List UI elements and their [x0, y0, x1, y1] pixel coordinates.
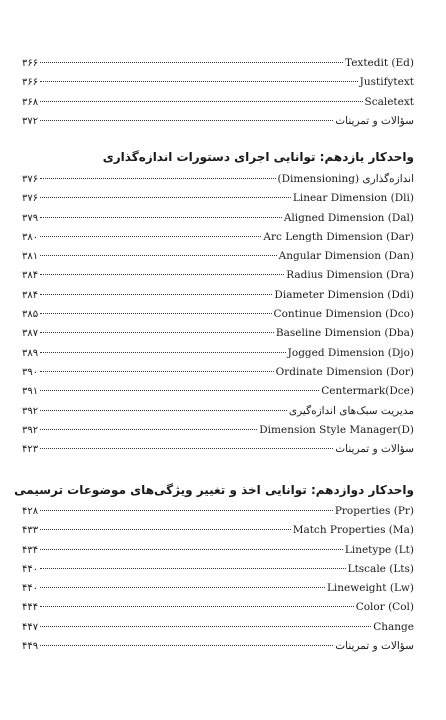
toc-entry: [22, 247, 414, 266]
leader-dots: [40, 332, 274, 333]
toc-entry: [22, 598, 414, 617]
unit-11-heading: واحدکار یازدهم: توانایی اجرای دستورات اندازه‌گذاری: [102, 150, 414, 164]
entry-title: Radius Dimension (Dra): [286, 269, 414, 282]
toc-entry: [22, 170, 414, 189]
leader-dots: [40, 255, 277, 256]
page-number: ۴۴۹: [22, 641, 39, 653]
page-number: ۳۷۶: [22, 193, 39, 205]
toc-entry: [22, 637, 414, 656]
toc-entry: [22, 541, 414, 560]
toc-entry: [22, 382, 414, 401]
leader-dots: [40, 448, 333, 449]
entry-title: Linetype (Lt): [344, 543, 414, 556]
entry-title: Justifytext: [359, 76, 414, 89]
page-number: ۳۷۲: [22, 115, 39, 127]
leader-dots: [40, 101, 362, 102]
page-number: ۳۶۶: [22, 58, 39, 69]
page-number: ۴۴۴: [22, 602, 39, 614]
entry-title: Arc Length Dimension (Dar): [263, 230, 414, 243]
entry-title: Dimension Style Manager(D): [259, 423, 414, 436]
entry-title: Linear Dimension (Dli): [292, 192, 414, 205]
entry-title: Diameter Dimension (Ddi): [274, 288, 414, 301]
leader-dots: [40, 626, 371, 627]
leader-dots: [40, 236, 261, 237]
toc-entry: [22, 112, 414, 131]
entry-title: Continue Dimension (Dco): [273, 308, 414, 321]
leader-dots: [40, 529, 291, 530]
entry-title: Properties (Pr): [334, 505, 414, 517]
unit-12-heading: واحدکار دوازدهم: توانایی اخذ و تغییر ویژگی‌های موضوعات ترسیمی: [14, 483, 414, 497]
page-number: ۳۷۶: [22, 174, 39, 185]
toc-entry: [22, 93, 414, 112]
page-number: ۴۴۰: [22, 583, 39, 595]
page-number: ۳۸۴: [22, 270, 39, 282]
leader-dots: [40, 274, 284, 275]
toc-entry: [22, 344, 414, 363]
leader-dots: [40, 294, 272, 295]
entry-title: Change: [373, 620, 414, 633]
entry-title: Scaletext: [364, 95, 414, 108]
toc-entry: [22, 440, 414, 459]
toc-entry: [22, 521, 414, 540]
page-number: ۴۴۷: [22, 621, 39, 633]
entry-title: سؤالات و تمرینات: [335, 443, 414, 456]
entry-title: Color (Col): [355, 601, 414, 614]
leader-dots: [40, 568, 345, 569]
toc-entry: [22, 286, 414, 305]
entry-title: مدیریت سبک‌های اندازه‌گیری: [288, 404, 414, 417]
toc-entry: [22, 228, 414, 247]
page-number: ۳۶۸: [22, 96, 39, 108]
entry-title: Match Properties (Ma): [292, 524, 414, 537]
entry-title: Jogged Dimension (Djo): [287, 346, 414, 359]
leader-dots: [40, 410, 287, 411]
page-number: ۴۲۳: [22, 444, 39, 456]
leader-dots: [40, 549, 343, 550]
leader-dots: [40, 352, 286, 353]
page-number: ۳۸۰: [22, 231, 39, 243]
toc-group-unit-12: [22, 502, 414, 656]
toc-entry: [22, 54, 414, 73]
page-number: ۳۹۲: [22, 424, 39, 436]
entry-title: Ltscale (Lts): [347, 562, 414, 575]
page-number: ۳۹۰: [22, 366, 39, 378]
toc-entry: [22, 579, 414, 598]
page-number: ۳۷۹: [22, 212, 39, 224]
toc-entry: [22, 421, 414, 440]
toc-entry: [22, 189, 414, 208]
entry-title: Ordinate Dimension (Dor): [275, 365, 414, 378]
leader-dots: [40, 429, 257, 430]
page-number: ۳۸۱: [22, 251, 39, 263]
page-number: ۳۹۱: [22, 386, 39, 398]
entry-title: سؤالات و تمرینات: [335, 114, 414, 127]
page-number: ۳۸۴: [22, 289, 39, 301]
leader-dots: [40, 313, 271, 314]
leader-dots: [40, 371, 274, 372]
leader-dots: [40, 645, 333, 646]
toc-group-unit-11: [22, 170, 414, 459]
page-number: ۴۳۳: [22, 525, 39, 537]
entry-title: اندازه‌گذاری (Dimensioning): [277, 173, 414, 185]
page-number: ۴۳۴: [22, 544, 39, 556]
toc-entry: [22, 209, 414, 228]
entry-title: Angular Dimension (Dan): [278, 250, 414, 263]
entry-title: Baseline Dimension (Dba): [275, 327, 414, 340]
leader-dots: [40, 197, 291, 198]
entry-title: Centermark(Dce): [321, 385, 414, 398]
leader-dots: [40, 587, 325, 588]
page-number: ۳۶۶: [22, 77, 39, 89]
toc-entry: [22, 560, 414, 579]
toc-entry: [22, 266, 414, 285]
leader-dots: [40, 62, 343, 63]
toc-entry: [22, 618, 414, 637]
leader-dots: [40, 81, 358, 82]
page-number: ۴۲۸: [22, 506, 39, 517]
page-number: ۳۸۷: [22, 328, 39, 340]
toc-entry: [22, 363, 414, 382]
leader-dots: [40, 510, 333, 511]
page-number: ۳۸۵: [22, 309, 39, 321]
toc-entry: [22, 305, 414, 324]
page-number: ۳۹۲: [22, 405, 39, 417]
toc-entry: [22, 73, 414, 92]
entry-title: Aligned Dimension (Dal): [283, 211, 414, 224]
entry-title: Lineweight (Lw): [326, 582, 414, 595]
toc-group-continued: [22, 54, 414, 131]
page-number: ۴۴۰: [22, 563, 39, 575]
leader-dots: [40, 390, 319, 391]
leader-dots: [40, 606, 354, 607]
toc-entry: [22, 502, 414, 521]
entry-title: Textedit (Ed): [345, 57, 414, 69]
page-number: ۳۸۹: [22, 347, 39, 359]
leader-dots: [40, 178, 275, 179]
leader-dots: [40, 217, 282, 218]
toc-entry: [22, 324, 414, 343]
toc-entry: [22, 402, 414, 421]
leader-dots: [40, 120, 333, 121]
entry-title: سؤالات و تمرینات: [335, 640, 414, 653]
